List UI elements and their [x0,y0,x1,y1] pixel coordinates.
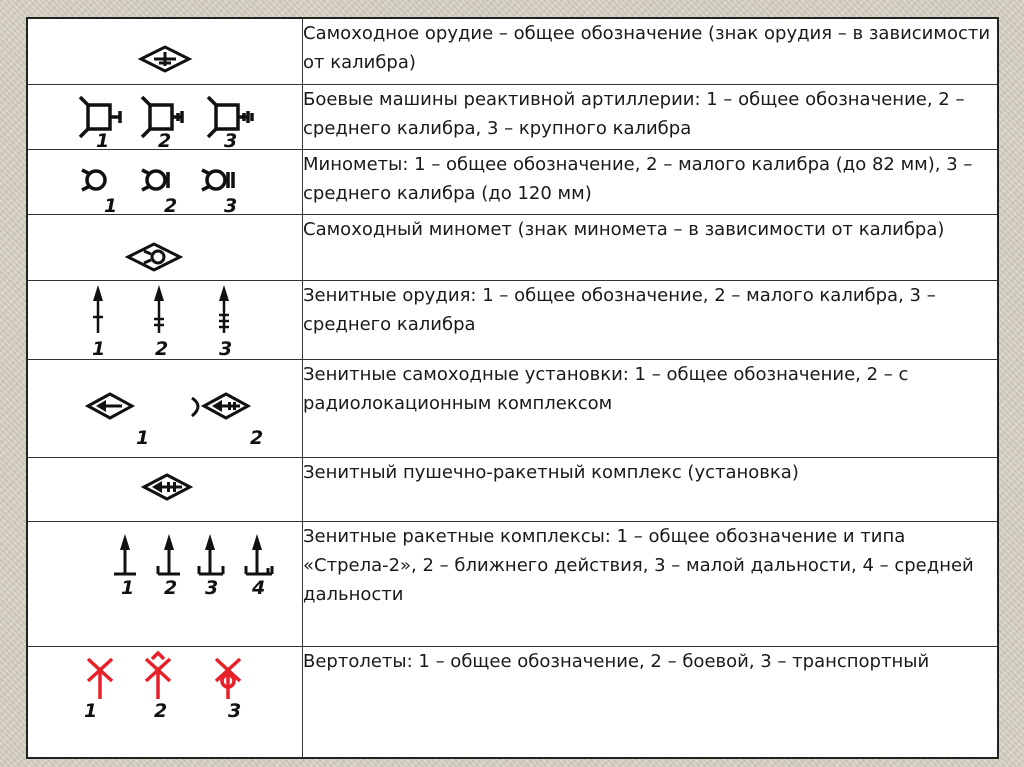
table-row [27,214,998,280]
table-row [27,646,998,758]
sam-system-icon [28,522,302,645]
symbols-table [26,17,999,759]
description-cell: Зенитный пушечно-ракетный комплекс (установка) [303,457,999,521]
self-propelled-mortar-icon [28,215,302,279]
description-cell: Зенитные самоходные установки: 1 – общее обозначение, 2 – с радиолокационным комплексом [303,359,999,457]
description-cell: Самоходный миномет (знак миномета – в зависимости от калибра) [303,214,999,280]
table-row [27,457,998,521]
description-cell: Зенитные ракетные комплексы: 1 – общее обозначение и типа «Стрела-2», 2 – ближнего действия, 3 – малой дальности, 4 – средней дальности [303,521,999,646]
number-label: 4 [252,576,266,599]
table-row [27,521,998,646]
symbol-cell [27,149,303,214]
table-row [27,149,998,214]
table-row [27,359,998,457]
number-label: 3 [224,129,238,149]
self-propelled-gun-icon [28,19,302,83]
symbol-cell [27,521,303,646]
number-label: 3 [205,576,219,599]
number-label: 1 [92,337,106,359]
symbol-cell [27,359,303,457]
self-propelled-aa-icon [28,360,302,456]
table-row [27,280,998,359]
number-label: 2 [164,194,178,214]
number-label: 1 [96,129,110,149]
symbol-cell [27,280,303,359]
description-cell: Вертолеты: 1 – общее обозначение, 2 – боевой, 3 – транспортный [303,646,999,758]
number-label: 1 [84,699,98,722]
number-label: 1 [136,426,150,449]
number-label: 2 [250,426,264,449]
symbol-cell [27,646,303,758]
description-cell: Самоходное орудие – общее обозначение (знак орудия – в зависимости от калибра) [303,18,999,84]
symbol-cell [27,84,303,149]
number-label: 3 [224,194,238,214]
rocket-artillery-icon [28,85,302,149]
symbol-cell [27,457,303,521]
symbol-cell [27,18,303,84]
number-label: 1 [121,576,135,599]
anti-aircraft-gun-icon [28,281,302,359]
number-label: 2 [158,129,172,149]
table-row [27,18,998,84]
description-cell: Зенитные орудия: 1 – общее обозначение, 2 – малого калибра, 3 – среднего калибра [303,280,999,359]
number-label: 3 [228,699,242,722]
number-label: 1 [104,194,118,214]
mortar-icon [28,150,302,214]
number-label: 3 [219,337,233,359]
number-label: 2 [164,576,178,599]
description-cell: Боевые машины реактивной артиллерии: 1 – общее обозначение, 2 – среднего калибра, 3 – крупного калибра [303,84,999,149]
helicopter-icon [28,647,302,757]
description-cell: Минометы: 1 – общее обозначение, 2 – малого калибра (до 82 мм), 3 – среднего калибра (до 120 мм) [303,149,999,214]
table-row [27,84,998,149]
number-label: 2 [155,337,169,359]
number-label: 2 [154,699,168,722]
symbol-cell [27,214,303,280]
gun-missile-system-icon [28,458,302,520]
